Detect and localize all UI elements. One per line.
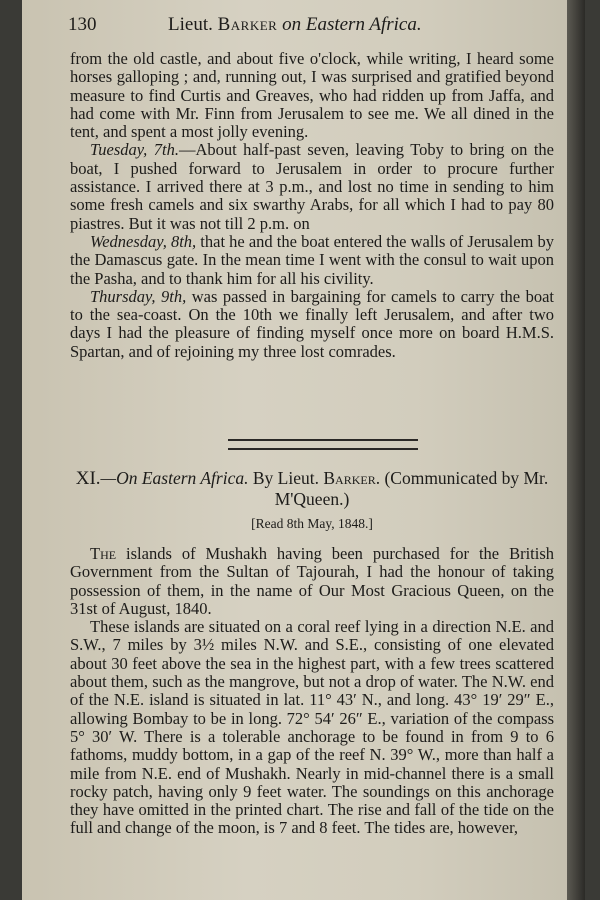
paragraph-wednesday xyxy=(70,233,554,288)
running-head-prefix: Lieut. xyxy=(168,14,213,35)
paragraph-wednesday-text: that he and the boat entered the walls of Jerusalem by the Damascus gate. In the mean time I went with the consul to wait upon the Pasha, and to thank him for all his civility. xyxy=(70,231,555,288)
page-number: 130 xyxy=(68,14,97,35)
paragraph-castle: from the old castle, and about five o'clock, while writing, I heard some horses galloping ; and, running out, I was surprised and gratified beyond measure to find Curtis and Greaves, who had ridden up from Jaffa, and had come with Mr. Finn from Jerusalem to see me. We all dined in the tent, and spent a most jolly evening. xyxy=(70,49,554,142)
running-head-suffix: on Eastern Africa. xyxy=(282,14,422,35)
article-communicated: . (Communicated by Mr. M'Queen.) xyxy=(274,468,549,509)
article-number: XI. xyxy=(75,468,101,489)
drop-word: The xyxy=(90,544,117,563)
article-author: Barker xyxy=(323,468,376,488)
book-spine xyxy=(567,0,585,900)
article-by: By Lieut. xyxy=(248,468,324,488)
paragraph-tuesday-text: —About half-past seven, leaving Toby to bring on the boat, I pushed forward to Jerusalem in order to procure further assistance. I arrived there at 3 p.m., and lost no time in sending to him some fresh camels and six swarthy Arabs, for all which I had to pay 80 piastres. But it was not till 2 p.m. on xyxy=(70,140,554,233)
section-divider xyxy=(228,439,418,450)
date-wednesday: Wednesday, 8th, xyxy=(90,231,197,251)
book-page xyxy=(22,0,585,900)
paragraph-thursday xyxy=(70,288,554,361)
article-title xyxy=(70,468,554,509)
narrative-section xyxy=(70,50,554,361)
article-body xyxy=(70,545,554,838)
paragraph-tuesday xyxy=(70,141,554,232)
paragraph-coral-reef: These islands are situated on a coral reef lying in a direction N.E. and S.W., 7 miles by 3½ miles N.W. and S.E., consisting of one elevated about 30 feet above the sea in the highest part, with a few trees scattered about them, such as the mangrove, but not a drop of water. The N.W. end of the N.E. island is situated in lat. 11° 43′ N., and long. 43° 19′ 29″ E., allowing Bombay to be in long. 72° 54′ 26″ E., variation of the compass 5° 30′ W. There is a tolerable anchorage to be found in from 9 to 6 fathoms, muddy bottom, in a gap of the reef N. 39° W., more than half a mile from N.E. end of Mushakh. Nearly in mid-channel there is a small rocky patch, having only 9 feet water. The soundings on this anchorage they have omitted in the printed chart. The rise and fall of the tide on the full and change of the moon, is 7 and 8 feet. The tides are, however, xyxy=(70,617,554,838)
running-head-name: Barker xyxy=(217,14,278,35)
article-title-text: —On Eastern Africa. xyxy=(100,468,249,488)
date-thursday: Thursday, 9th, xyxy=(90,286,187,306)
read-date: [Read 8th May, 1848.] xyxy=(251,516,373,531)
running-head xyxy=(168,14,422,36)
page-header xyxy=(68,8,548,38)
paragraph-thursday-text: was passed in bargaining for camels to carry the boat to the sea-coast. On the 10th we finally left Jerusalem, and after two days I had the pleasure of finding myself once more on board H.M.S. Spartan, and of rejoining my three lost comrades. xyxy=(70,286,554,361)
date-tuesday: Tuesday, 7th. xyxy=(90,140,179,160)
paragraph-mushakh-text: islands of Mushakh having been purchased for the British Government from the Sultan of Tajourah, I had the honour of taking possession of them, in the name of Our Most Gracious Queen, on the 31st of August, 1840. xyxy=(70,544,554,618)
paragraph-mushakh xyxy=(70,545,554,618)
